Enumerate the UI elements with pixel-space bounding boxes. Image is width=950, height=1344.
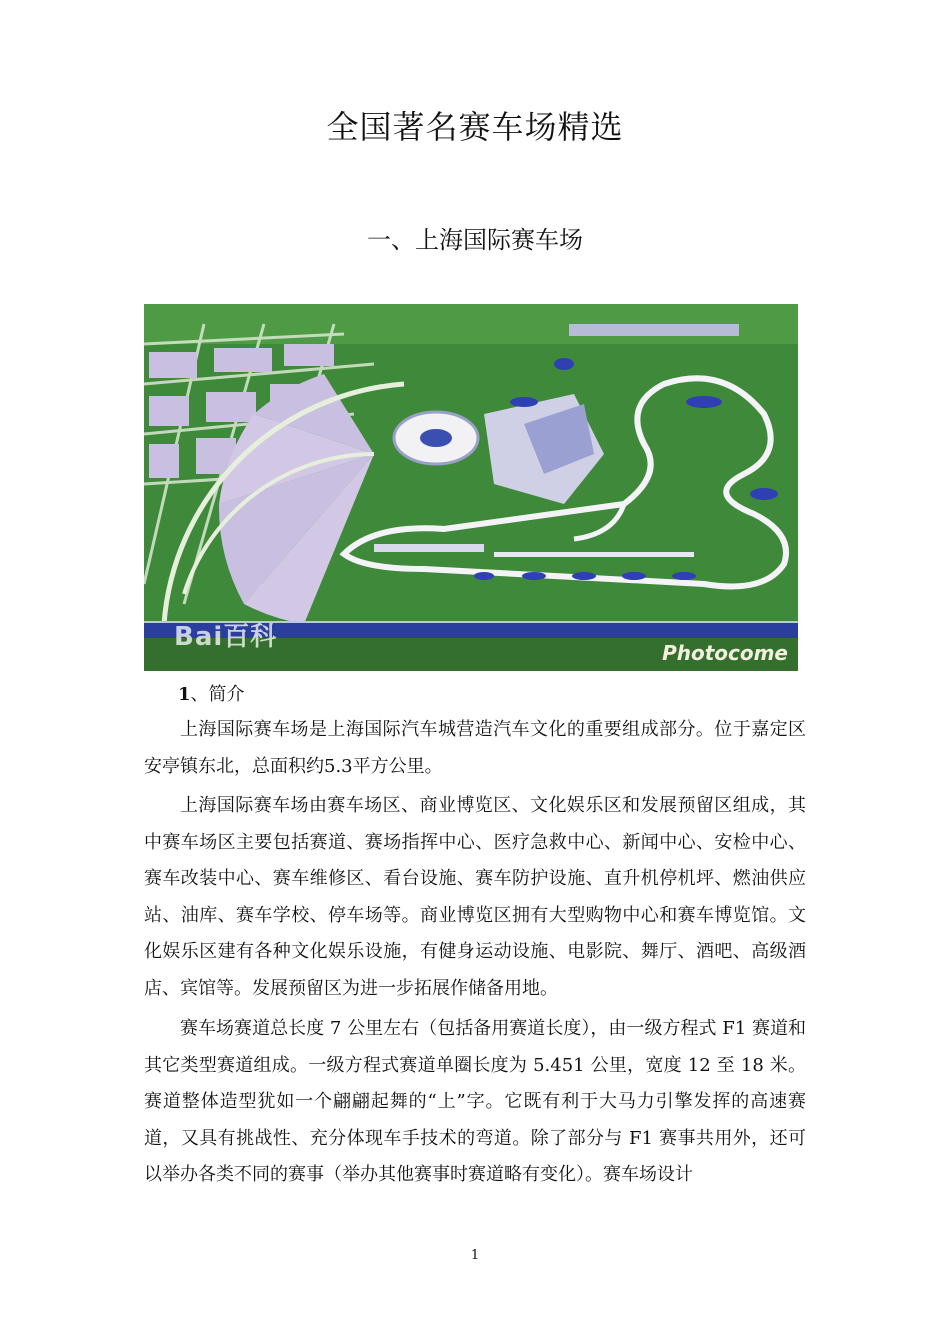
baidu-watermark: Bai百科: [174, 622, 278, 652]
intro-heading-text: 、简介: [190, 684, 245, 705]
section-title: 一、上海国际赛车场: [367, 226, 583, 254]
circuit-aerial-photo: [144, 304, 798, 671]
paragraph-zones: 上海国际赛车场由赛车场区、商业博览区、文化娱乐区和发展预留区组成，其中赛车场区主要包括赛道、赛场指挥中心、医疗急救中心、新闻中心、安检中心、赛车改装中心、赛车维修区、看台设施、赛车防护设施、直升机停机坪、燃油供应站、油库、赛车学校、停车场等。商业博览区拥有大型购物中心和赛车博览馆。文化娱乐区建有各种文化娱乐设施，有健身运动设施、电影院、舞厅、酒吧、高级酒店、宾馆等。发展预留区为进一步拓展作储备用地。: [144, 795, 806, 999]
document-title: 全国著名赛车场精选: [326, 108, 624, 146]
paragraph-track: 赛车场赛道总长度 7 公里左右（包括备用赛道长度），由一级方程式 F1 赛道和其它类型赛道组成。一级方程式赛道单圈长度为 5.451 公里，宽度 12 至 18 米。赛道整体造型犹如一个翩翩起舞的“上”字。它既有利于大马力引擎发挥的高速赛道，又具有挑战性、充分体现车手技术的弯道。除了部分与 F1 赛事共用外，还可以举办各类不同的赛事（举办其他赛事时赛道略有变化）。赛车场设计: [144, 1018, 806, 1185]
intro-heading-number: 1: [178, 684, 191, 705]
paragraph-location: 上海国际赛车场是上海国际汽车城营造汽车文化的重要组成部分。位于嘉定区安亭镇东北，总面积约5.3平方公里。: [144, 719, 806, 777]
photocome-watermark: Photocome: [662, 641, 788, 665]
page-number: 1: [470, 1248, 480, 1263]
intro-heading: [178, 680, 245, 706]
